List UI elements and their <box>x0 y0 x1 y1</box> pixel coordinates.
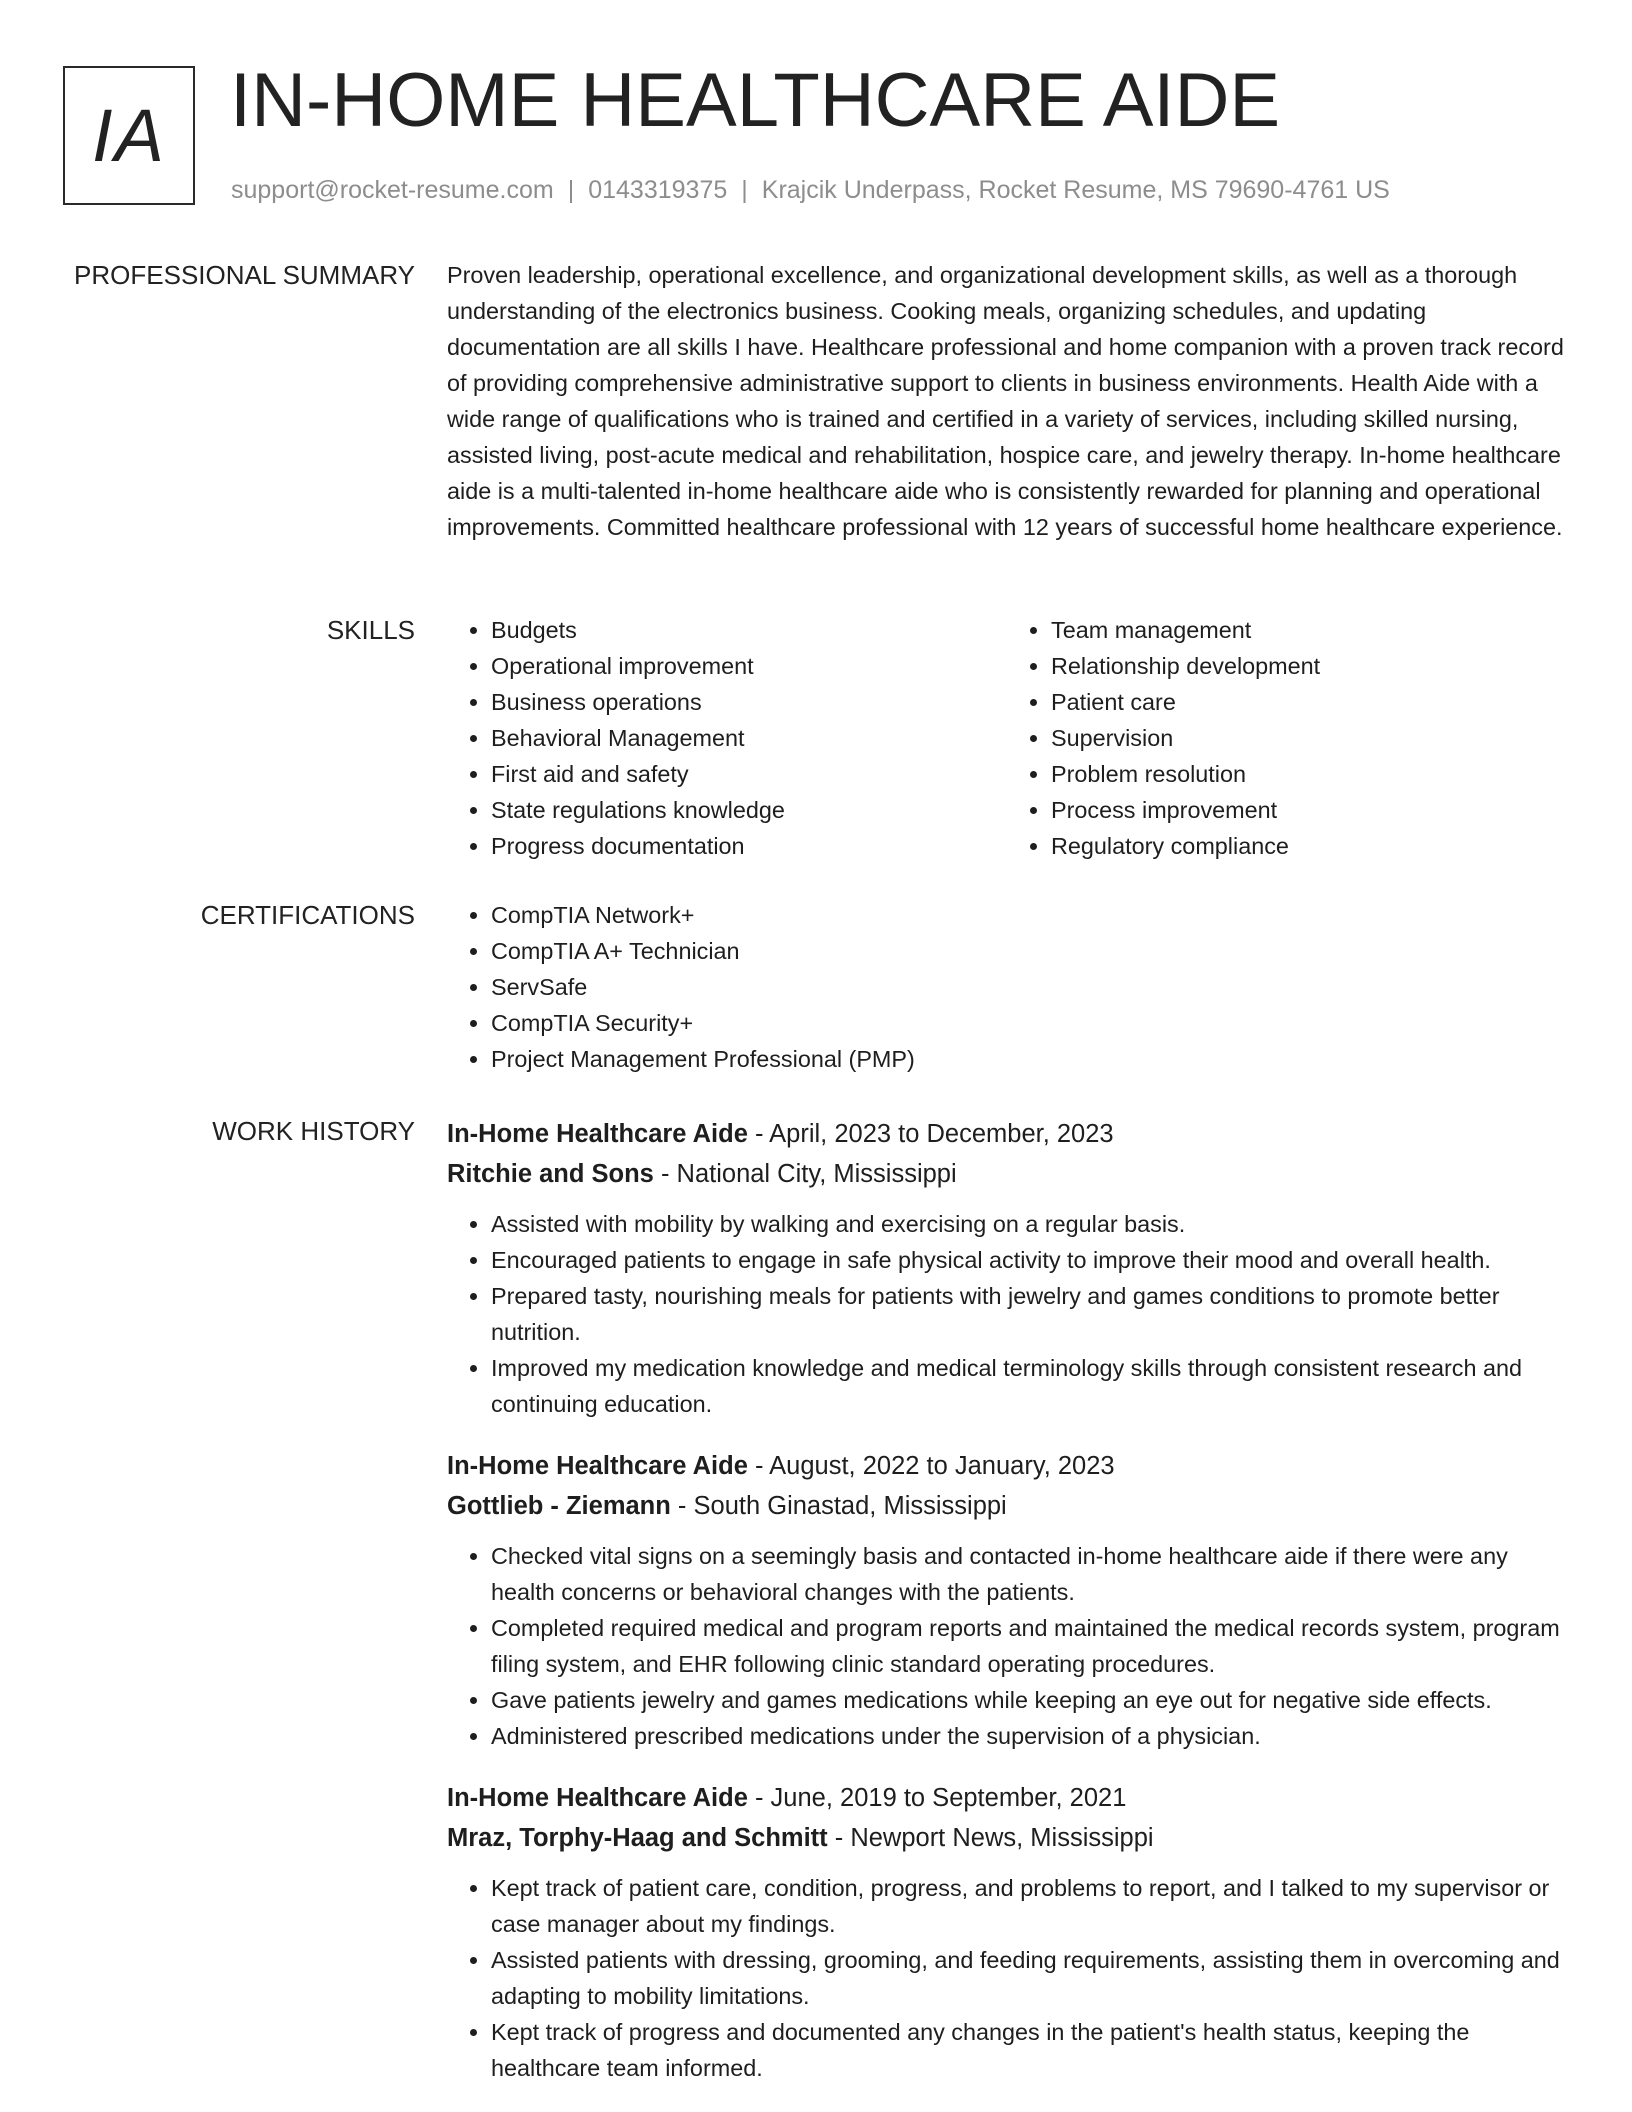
job-title-line <box>447 1778 1567 1818</box>
job-company-line <box>447 1486 1567 1526</box>
job-duty: • Encouraged patients to engage in safe physical activity to improve their mood and overall health. <box>491 1242 1567 1278</box>
job-duties-list <box>447 1538 1567 1754</box>
skill-item: • Behavioral Management <box>491 720 1007 756</box>
job-title-line <box>447 1446 1567 1486</box>
job-duty: • Assisted with mobility by walking and exercising on a regular basis. <box>491 1206 1567 1242</box>
job-duty: • Completed required medical and program reports and maintained the medical records system, program filing system, and EHR following clinic standard operating procedures. <box>491 1610 1567 1682</box>
job-role: In-Home Healthcare Aide <box>447 1120 748 1148</box>
certification-item: • CompTIA Security+ <box>491 1005 1567 1041</box>
monogram-box <box>63 66 195 205</box>
certifications-list <box>447 897 1567 1077</box>
contact-line <box>231 176 1390 205</box>
skill-item: • Process improvement <box>1051 792 1567 828</box>
certification-item: • CompTIA A+ Technician <box>491 933 1567 969</box>
monogram-initials: IA <box>92 94 166 177</box>
skill-item: • Regulatory compliance <box>1051 828 1567 864</box>
job-duties-list <box>447 1206 1567 1422</box>
skill-item: • Relationship development <box>1051 648 1567 684</box>
job-role: In-Home Healthcare Aide <box>447 1452 748 1480</box>
work-history-heading: WORK HISTORY <box>212 1116 415 1146</box>
skill-item: • Supervision <box>1051 720 1567 756</box>
job-dates: - April, 2023 to December, 2023 <box>747 1120 1114 1148</box>
certification-item: • ServSafe <box>491 969 1567 1005</box>
skills-list-right <box>1007 612 1567 864</box>
skills-list-left <box>447 612 1007 864</box>
job-title-line <box>447 1114 1567 1154</box>
job-dates: - June, 2019 to September, 2021 <box>747 1784 1127 1812</box>
skill-item: • Team management <box>1051 612 1567 648</box>
skill-item: • First aid and safety <box>491 756 1007 792</box>
job-company: Gottlieb - Ziemann <box>447 1492 671 1520</box>
contact-email: support@rocket-resume.com <box>231 176 554 204</box>
job-entry <box>447 1778 1567 2086</box>
skill-item: • Budgets <box>491 612 1007 648</box>
contact-separator: | <box>741 176 748 204</box>
job-role: In-Home Healthcare Aide <box>447 1784 748 1812</box>
skill-item: • Operational improvement <box>491 648 1007 684</box>
job-duties-list <box>447 1870 1567 2086</box>
job-duty: • Gave patients jewelry and games medications while keeping an eye out for negative side effects. <box>491 1682 1567 1718</box>
skill-item: • Problem resolution <box>1051 756 1567 792</box>
job-company: Mraz, Torphy-Haag and Schmitt <box>447 1824 828 1852</box>
job-entry <box>447 1114 1567 1422</box>
skill-item: • Patient care <box>1051 684 1567 720</box>
contact-separator: | <box>567 176 575 204</box>
skill-item: • Progress documentation <box>491 828 1007 864</box>
job-duty: • Administered prescribed medications under the supervision of a physician. <box>491 1718 1567 1754</box>
job-entry <box>447 1446 1567 1754</box>
summary-text: Proven leadership, operational excellence, and organizational development skills, as well as a thorough understanding of the electronics business. Cooking meals, organizing schedules, and updating documentation are all skills I have. Healthcare professional and home companion with a proven track record of providing comprehensive administrative support to clients in business environments. Health Aide with a wide range of qualifications who is trained and certified in a variety of services, including skilled nursing, assisted living, post-acute medical and rehabilitation, hospice care, and jewelry therapy. In-home healthcare aide is a multi-talented in-home healthcare aide who is consistently rewarded for planning and operational improvements. Committed healthcare professional with 12 years of successful home healthcare experience. <box>447 262 1564 540</box>
skill-item: • Business operations <box>491 684 1007 720</box>
job-duty: • Assisted patients with dressing, grooming, and feeding requirements, assisting them in overcoming and adapting to mobility limitations. <box>491 1942 1567 2014</box>
job-duty: • Kept track of progress and documented any changes in the patient's health status, keeping the healthcare team informed. <box>491 2014 1567 2086</box>
summary-heading: PROFESSIONAL SUMMARY <box>74 260 415 290</box>
job-company-line <box>447 1154 1567 1194</box>
job-duty: • Prepared tasty, nourishing meals for patients with jewelry and games conditions to promote better nutrition. <box>491 1278 1567 1350</box>
job-duty: • Improved my medication knowledge and medical terminology skills through consistent research and continuing education. <box>491 1350 1567 1422</box>
job-company-line <box>447 1818 1567 1858</box>
job-location: - South Ginastad, Mississippi <box>670 1492 1007 1520</box>
skill-item: • State regulations knowledge <box>491 792 1007 828</box>
job-duty: • Kept track of patient care, condition, progress, and problems to report, and I talked to my supervisor or case manager about my findings. <box>491 1870 1567 1942</box>
certifications-heading: CERTIFICATIONS <box>200 900 415 930</box>
job-location: - Newport News, Mississippi <box>827 1824 1154 1852</box>
candidate-name: IN-HOME HEALTHCARE AIDE <box>230 58 1281 143</box>
job-company: Ritchie and Sons <box>447 1160 654 1188</box>
skills-heading: SKILLS <box>326 615 415 645</box>
job-duty: • Checked vital signs on a seemingly basis and contacted in-home healthcare aide if there were any health concerns or behavioral changes with the patients. <box>491 1538 1567 1610</box>
certification-item: • CompTIA Network+ <box>491 897 1567 933</box>
job-location: - National City, Mississippi <box>653 1160 957 1188</box>
contact-address: Krajcik Underpass, Rocket Resume, MS 79690-4761 US <box>761 176 1390 204</box>
job-dates: - August, 2022 to January, 2023 <box>747 1452 1115 1480</box>
contact-phone: 0143319375 <box>588 176 728 204</box>
certification-item: • Project Management Professional (PMP) <box>491 1041 1567 1077</box>
